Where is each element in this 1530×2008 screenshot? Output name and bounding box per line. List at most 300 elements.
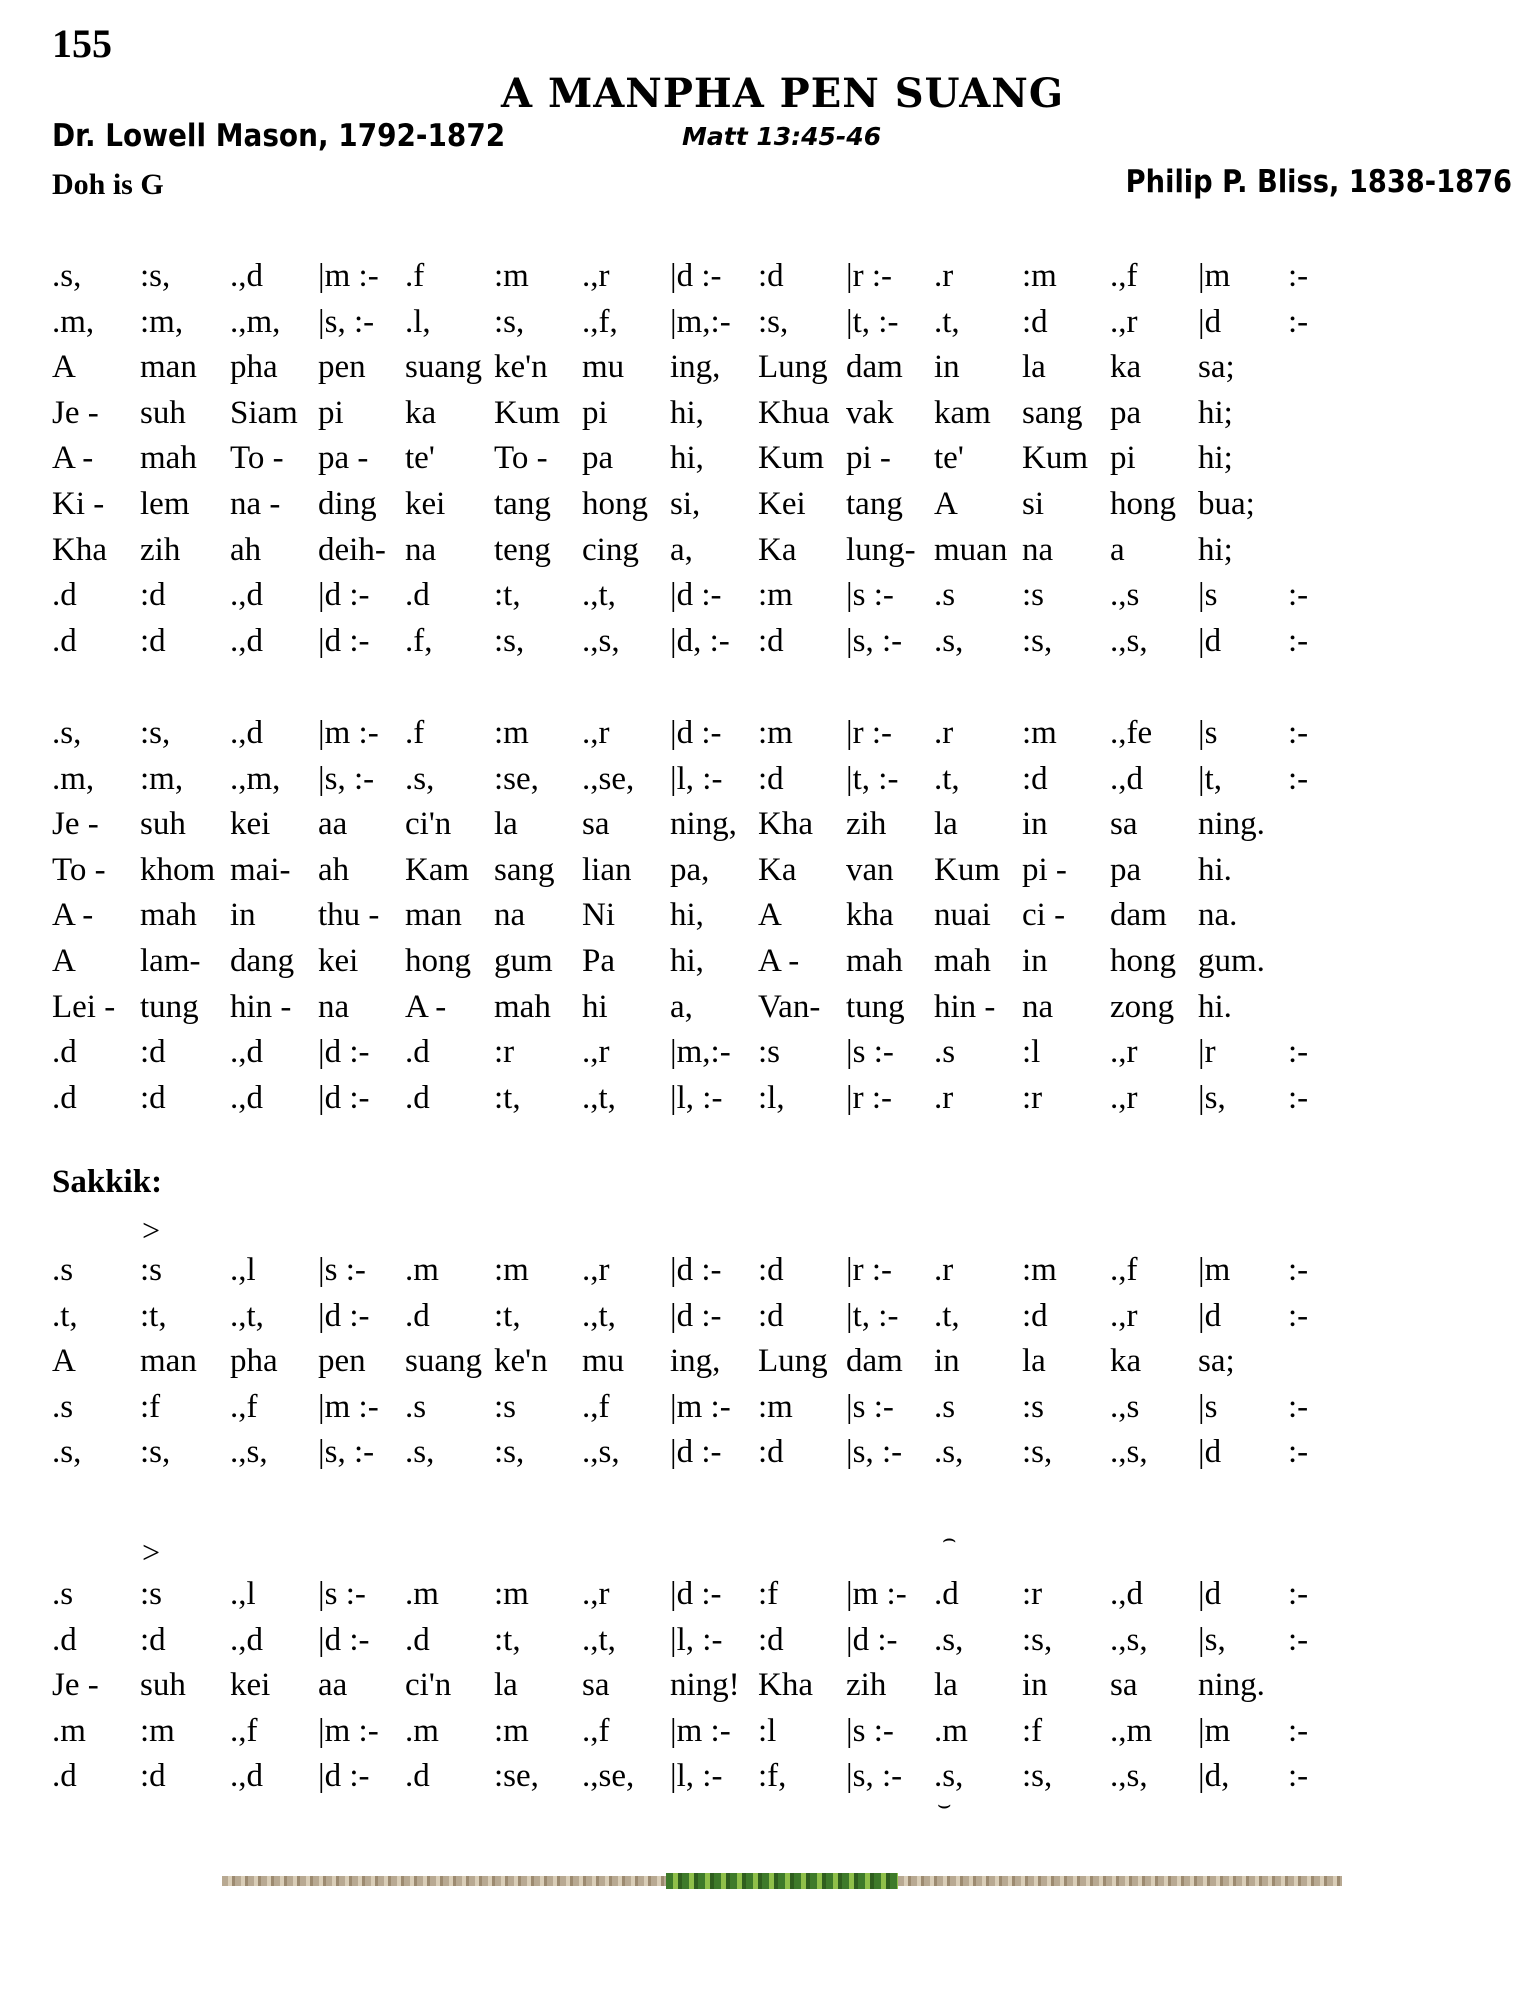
notation-cell: la (494, 1667, 518, 1704)
notation-cell: .l, (405, 303, 431, 340)
notation-cell: Kam (405, 851, 470, 888)
notation-cell: pi (582, 394, 608, 431)
notation-cell: .,t, (582, 1297, 616, 1334)
notation-cell: la (1022, 349, 1046, 386)
notation-cell: :- (1288, 1712, 1309, 1749)
notation-cell: sa (1110, 806, 1138, 843)
notation-cell: .d (405, 577, 430, 614)
notation-cell: man (405, 897, 462, 934)
notation-cell: .,l (230, 1252, 256, 1288)
notation-cell: :t, (494, 1297, 521, 1334)
notation-cell: .,d (230, 1621, 263, 1658)
notation-cell: pi (318, 394, 344, 431)
notation-cell: |t, :- (846, 303, 899, 340)
notation-cell: .,r (582, 1252, 610, 1288)
notation-cell: dam (846, 349, 903, 386)
notation-cell: :m (494, 258, 529, 294)
notation-cell: .,m, (230, 303, 281, 340)
notation-cell: :m (494, 1712, 529, 1749)
notation-cell: :- (1288, 303, 1309, 340)
notation-cell: sa; (1198, 1343, 1235, 1380)
author-credit: Philip P. Bliss, 1838-1876 (1125, 164, 1512, 200)
notation-cell: A (52, 1343, 76, 1380)
notation-cell: .,d (230, 1079, 263, 1116)
notation-cell: Je - (52, 394, 99, 431)
notation-cell: :l, (758, 1079, 785, 1116)
notation-cell: dam (846, 1343, 903, 1380)
notation-cell: .,f, (582, 303, 618, 340)
notation-cell: pi - (1022, 851, 1067, 888)
notation-cell: Ka (758, 851, 797, 888)
notation-cell: dam (1110, 897, 1167, 934)
notation-cell: thu - (318, 897, 380, 934)
notation-cell: Van- (758, 988, 821, 1025)
notation-cell: .,f (582, 1712, 610, 1749)
notation-cell: Kum (494, 394, 560, 431)
notation-cell: te' (934, 440, 964, 477)
notation-cell: A (934, 486, 958, 522)
notation-cell: |s, (1198, 1621, 1226, 1658)
notation-cell: :t, (494, 1079, 521, 1116)
notation-cell: la (494, 806, 518, 843)
notation-cell: |l, :- (670, 1621, 723, 1658)
notation-cell: .,l (230, 1576, 256, 1612)
notation-cell: :d (1022, 1297, 1048, 1334)
notation-cell: in (934, 349, 960, 386)
notation-cell: Kei (758, 486, 806, 522)
notation-cell: hi, (670, 943, 704, 979)
notation-cell: vak (846, 394, 894, 431)
notation-cell: nuai (934, 897, 991, 934)
notation-cell: a, (670, 531, 693, 568)
notation-cell: pa (582, 440, 614, 477)
notation-cell: |m (1198, 1712, 1231, 1749)
notation-cell: hi; (1198, 440, 1233, 477)
notation-cell: mah (140, 897, 197, 934)
notation-cell: :- (1288, 258, 1309, 294)
notation-cell: .,f (1110, 258, 1138, 294)
notation-cell: :- (1288, 1034, 1309, 1071)
notation-cell: .,s, (582, 622, 620, 659)
notation-cell: |s (1198, 577, 1218, 614)
notation-cell: |d :- (318, 622, 370, 659)
notation-cell: kam (934, 394, 991, 431)
notation-cell: |m :- (670, 1388, 731, 1425)
notation-cell: la (1022, 1343, 1046, 1380)
notation-cell: lam- (140, 943, 201, 979)
notation-cell: |d :- (318, 577, 370, 614)
notation-cell: .,r (1110, 1034, 1138, 1071)
notation-cell: tang (846, 486, 903, 522)
notation-cell: sang (1022, 394, 1083, 431)
notation-cell: sa; (1198, 349, 1235, 386)
notation-cell: :r (1022, 1079, 1043, 1116)
notation-cell: .r (934, 1252, 954, 1288)
notation-cell: |s :- (846, 1034, 894, 1071)
notation-cell: ah (318, 851, 350, 888)
notation-cell: :s, (494, 303, 525, 340)
notation-cell: .m (405, 1252, 439, 1288)
notation-cell: .,s, (1110, 1434, 1148, 1471)
page-number: 155 (52, 21, 112, 66)
notation-cell: :m (758, 715, 793, 751)
notation-cell: :s, (494, 622, 525, 659)
notation-cell: pi - (846, 440, 891, 477)
notation-cell: muan (934, 531, 1008, 568)
notation-cell: la (934, 806, 958, 843)
notation-cell: :s (758, 1034, 781, 1071)
notation-cell: :se, (494, 760, 539, 797)
notation-cell: hi, (670, 897, 704, 934)
notation-cell: .r (934, 1079, 954, 1116)
notation-cell: suang (405, 349, 482, 386)
notation-cell: ah (230, 531, 262, 568)
notation-cell: na (1022, 988, 1054, 1025)
notation-cell: .s, (405, 760, 435, 797)
notation-cell: .d (405, 1297, 430, 1334)
notation-cell: :l (1022, 1034, 1041, 1071)
notation-cell: sa (582, 806, 610, 843)
notation-cell: .,t, (582, 1079, 616, 1116)
notation-cell: .,s, (1110, 1758, 1148, 1795)
notation-cell: .d (405, 1034, 430, 1071)
notation-cell: :se, (494, 1758, 539, 1795)
notation-cell: A - (52, 440, 94, 477)
notation-cell: :s (1022, 1388, 1045, 1425)
notation-cell: .s, (934, 1621, 964, 1658)
fermata-mark-bottom: ⌢ (937, 1796, 952, 1821)
notation-cell: .d (934, 1576, 959, 1612)
notation-cell: |d, :- (670, 622, 730, 659)
notation-cell: van (846, 851, 894, 888)
notation-cell: mu (582, 349, 625, 386)
notation-cell: .m, (52, 760, 95, 797)
notation-cell: A (52, 943, 76, 979)
notation-cell: .,s, (230, 1434, 268, 1471)
notation-cell: |d :- (318, 1621, 370, 1658)
notation-cell: .d (405, 1079, 430, 1116)
notation-cell: .,f (230, 1388, 258, 1425)
notation-cell: .,m (1110, 1712, 1153, 1749)
notation-cell: kei (318, 943, 359, 979)
notation-cell: |r :- (846, 258, 893, 294)
notation-cell: Ka (758, 531, 797, 568)
notation-cell: :f (1022, 1712, 1043, 1749)
notation-cell: :s, (1022, 1621, 1053, 1658)
notation-cell: :s (140, 1576, 163, 1612)
notation-cell: na - (230, 486, 281, 522)
notation-cell: :- (1288, 622, 1309, 659)
notation-cell: |m :- (846, 1576, 907, 1612)
notation-cell: :d (140, 1621, 166, 1658)
notation-cell: |t, :- (846, 1297, 899, 1334)
notation-cell: :- (1288, 715, 1309, 751)
notation-cell: pa, (670, 851, 710, 888)
notation-cell: na. (1198, 897, 1238, 934)
notation-cell: .,s, (582, 1434, 620, 1471)
notation-cell: .,m, (230, 760, 281, 797)
notation-cell: :m, (140, 760, 184, 797)
notation-cell: suh (140, 394, 186, 431)
notation-cell: teng (494, 531, 551, 568)
notation-cell: :- (1288, 1388, 1309, 1425)
notation-cell: .s, (52, 715, 82, 751)
notation-cell: :t, (140, 1297, 167, 1334)
notation-cell: |d :- (670, 1576, 722, 1612)
notation-cell: hong (1110, 486, 1176, 522)
notation-cell: pi (1110, 440, 1136, 477)
notation-cell: .,d (230, 258, 263, 294)
notation-cell: hi, (670, 394, 704, 431)
notation-cell: :d (1022, 760, 1048, 797)
notation-cell: .,d (230, 1034, 263, 1071)
notation-cell: pen (318, 1343, 366, 1380)
notation-cell: |s, :- (318, 1434, 375, 1471)
notation-cell: |l, :- (670, 1758, 723, 1795)
notation-cell: lem (140, 486, 190, 522)
notation-cell: .d (52, 1034, 77, 1071)
notation-cell: .f, (405, 622, 433, 659)
notation-cell: :s (494, 1388, 517, 1425)
notation-cell: :- (1288, 1576, 1309, 1612)
notation-cell: gum (494, 943, 553, 979)
accent-mark-1: > (142, 1212, 161, 1248)
notation-cell: kei (230, 806, 271, 843)
refrain-label: Sakkik: (52, 1164, 163, 1200)
notation-cell: .r (934, 258, 954, 294)
notation-cell: :d (758, 258, 784, 294)
notation-cell: |m,:- (670, 1034, 731, 1071)
notation-cell: na (494, 897, 526, 934)
notation-cell: :d (140, 1758, 166, 1795)
notation-cell: |d :- (846, 1621, 898, 1658)
notation-cell: ning. (1198, 1667, 1265, 1704)
notation-cell: |d (1198, 303, 1222, 340)
notation-cell: :s, (758, 303, 789, 340)
notation-cell: :m (1022, 1252, 1057, 1288)
accent-mark-2: > (142, 1534, 161, 1570)
notation-cell: |m (1198, 1252, 1231, 1288)
notation-cell: tung (846, 988, 905, 1025)
notation-cell: |s :- (318, 1576, 366, 1612)
scripture-reference: Matt 13:45-46 (682, 122, 882, 151)
notation-cell: in (230, 897, 256, 934)
notation-cell: |d (1198, 1576, 1222, 1612)
notation-cell: |d :- (670, 715, 722, 751)
notation-cell: man (140, 349, 197, 386)
notation-cell: .,s, (1110, 622, 1148, 659)
notation-cell: sa (1110, 1667, 1138, 1704)
notation-cell: :m (758, 1388, 793, 1425)
notation-cell: .f (405, 258, 425, 294)
notation-cell: suh (140, 806, 186, 843)
notation-cell: |d :- (318, 1758, 370, 1795)
notation-cell: .,s (1110, 577, 1140, 614)
notation-cell: zih (846, 1667, 887, 1704)
notation-cell: .m (934, 1712, 968, 1749)
notation-cell: |l, :- (670, 760, 723, 797)
notation-cell: :s (1022, 577, 1045, 614)
notation-cell: pha (230, 1343, 278, 1380)
notation-cell: |m :- (670, 1712, 731, 1749)
notation-cell: :- (1288, 1297, 1309, 1334)
notation-cell: hin - (230, 988, 292, 1025)
notation-cell: suh (140, 1667, 186, 1704)
notation-cell: aa (318, 806, 348, 843)
notation-cell: .d (52, 622, 77, 659)
notation-cell: mah (494, 988, 551, 1025)
notation-cell: .,se, (582, 1758, 635, 1795)
notation-cell: :l (758, 1712, 777, 1749)
notation-cell: mah (934, 943, 991, 979)
notation-cell: |s :- (846, 1388, 894, 1425)
notation-cell: :s, (494, 1434, 525, 1471)
notation-cell: Je - (52, 806, 99, 843)
notation-cell: .,t, (582, 577, 616, 614)
notation-cell: :d (140, 1079, 166, 1116)
notation-cell: :s, (1022, 1434, 1053, 1471)
notation-cell: .,r (1110, 303, 1138, 340)
notation-cell: mai- (230, 851, 291, 888)
notation-cell: na (405, 531, 437, 568)
notation-cell: |d :- (670, 577, 722, 614)
notation-cell: |s :- (846, 1712, 894, 1749)
notation-cell: ning! (670, 1667, 740, 1704)
notation-cell: :m (1022, 715, 1057, 751)
notation-cell: :s (140, 1252, 163, 1288)
notation-cell: |s, (1198, 1079, 1226, 1116)
notation-cell: :s, (1022, 622, 1053, 659)
notation-cell: |l, :- (670, 1079, 723, 1116)
notation-cell: A (52, 349, 76, 386)
notation-cell: zih (846, 806, 887, 843)
notation-cell: .d (52, 1758, 77, 1795)
notation-cell: :r (1022, 1576, 1043, 1612)
notation-cell: .,s, (1110, 1621, 1148, 1658)
notation-cell: .t, (934, 760, 960, 797)
notation-cell: bua; (1198, 486, 1255, 522)
notation-cell: Ki - (52, 486, 105, 522)
notation-cell: :d (758, 760, 784, 797)
notation-cell: Kum (1022, 440, 1088, 477)
notation-cell: .d (52, 1621, 77, 1658)
notation-cell: .t, (52, 1297, 78, 1334)
notation-cell: .,r (582, 258, 610, 294)
notation-cell: gum. (1198, 943, 1265, 979)
notation-cell: .s (934, 1388, 956, 1425)
notation-cell: .,t, (582, 1621, 616, 1658)
notation-cell: :m, (140, 303, 184, 340)
notation-cell: in (1022, 943, 1048, 979)
notation-cell: .m (405, 1712, 439, 1749)
notation-cell: pa - (318, 440, 369, 477)
notation-cell: |d (1198, 1434, 1222, 1471)
notation-cell: :d (758, 1252, 784, 1288)
notation-cell: deih- (318, 531, 386, 568)
notation-cell: To - (230, 440, 284, 477)
notation-cell: :d (140, 1034, 166, 1071)
notation-cell: To - (494, 440, 548, 477)
notation-cell: aa (318, 1667, 348, 1704)
notation-cell: in (934, 1343, 960, 1380)
notation-cell: :d (758, 1434, 784, 1471)
notation-cell: ka (1110, 349, 1142, 386)
notation-cell: .,f (1110, 1252, 1138, 1288)
notation-cell: sang (494, 851, 555, 888)
notation-cell: suang (405, 1343, 482, 1380)
notation-cell: :m (140, 1712, 175, 1749)
notation-cell: |s :- (846, 577, 894, 614)
notation-cell: |m (1198, 258, 1231, 294)
notation-cell: |s, :- (318, 303, 375, 340)
notation-cell: .f (405, 715, 425, 751)
notation-cell: la (934, 1667, 958, 1704)
notation-cell: pa (1110, 851, 1142, 888)
notation-cell: :s, (1022, 1758, 1053, 1795)
notation-cell: Lung (758, 1343, 828, 1380)
notation-cell: hi; (1198, 394, 1233, 431)
notation-cell: .,r (1110, 1079, 1138, 1116)
notation-cell: |r :- (846, 1079, 893, 1116)
notation-cell: kei (405, 486, 446, 522)
notation-cell: :- (1288, 577, 1309, 614)
notation-cell: hong (405, 943, 471, 979)
notation-cell: To - (52, 851, 106, 888)
notation-cell: |s (1198, 1388, 1218, 1425)
notation-cell: .s (52, 1388, 74, 1425)
notation-cell: .s, (52, 1434, 82, 1471)
notation-cell: hong (582, 486, 648, 522)
notation-cell: :f (140, 1388, 161, 1425)
notation-cell: ke'n (494, 1343, 548, 1380)
notation-cell: :r (494, 1034, 515, 1071)
notation-cell: .,r (582, 1034, 610, 1071)
notation-cell: .s (52, 1576, 74, 1612)
notation-cell: :- (1288, 1621, 1309, 1658)
notation-cell: .,r (582, 1576, 610, 1612)
notation-cell: .s, (934, 1434, 964, 1471)
notation-cell: Kha (52, 531, 107, 568)
notation-cell: :d (758, 1621, 784, 1658)
notation-cell: :- (1288, 1434, 1309, 1471)
notation-cell: .d (52, 1079, 77, 1116)
notation-cell: |s, :- (846, 1434, 903, 1471)
notation-cell: kha (846, 897, 894, 934)
notation-cell: :m (758, 577, 793, 614)
notation-cell: .,t, (230, 1297, 264, 1334)
composer-credit: Dr. Lowell Mason, 1792-1872 (52, 118, 506, 154)
notation-cell: sa (582, 1667, 610, 1704)
notation-cell: |m :- (318, 258, 379, 294)
notation-cell: .d (405, 1621, 430, 1658)
notation-cell: lian (582, 851, 632, 888)
notation-cell: |r :- (846, 715, 893, 751)
notation-cell: :m (494, 1252, 529, 1288)
notation-cell: .s (934, 577, 956, 614)
notation-cell: :t, (494, 577, 521, 614)
notation-cell: |d :- (318, 1034, 370, 1071)
notation-cell: |d :- (670, 1297, 722, 1334)
notation-cell: :s, (140, 715, 171, 751)
notation-cell: .m (52, 1712, 86, 1749)
notation-cell: .s (405, 1388, 427, 1425)
notation-cell: tang (494, 486, 551, 522)
notation-cell: ci'n (405, 806, 452, 843)
notation-cell: A - (405, 988, 447, 1025)
notation-cell: ing, (670, 349, 721, 386)
notation-cell: ning, (670, 806, 737, 843)
notation-cell: |s, :- (846, 1758, 903, 1795)
